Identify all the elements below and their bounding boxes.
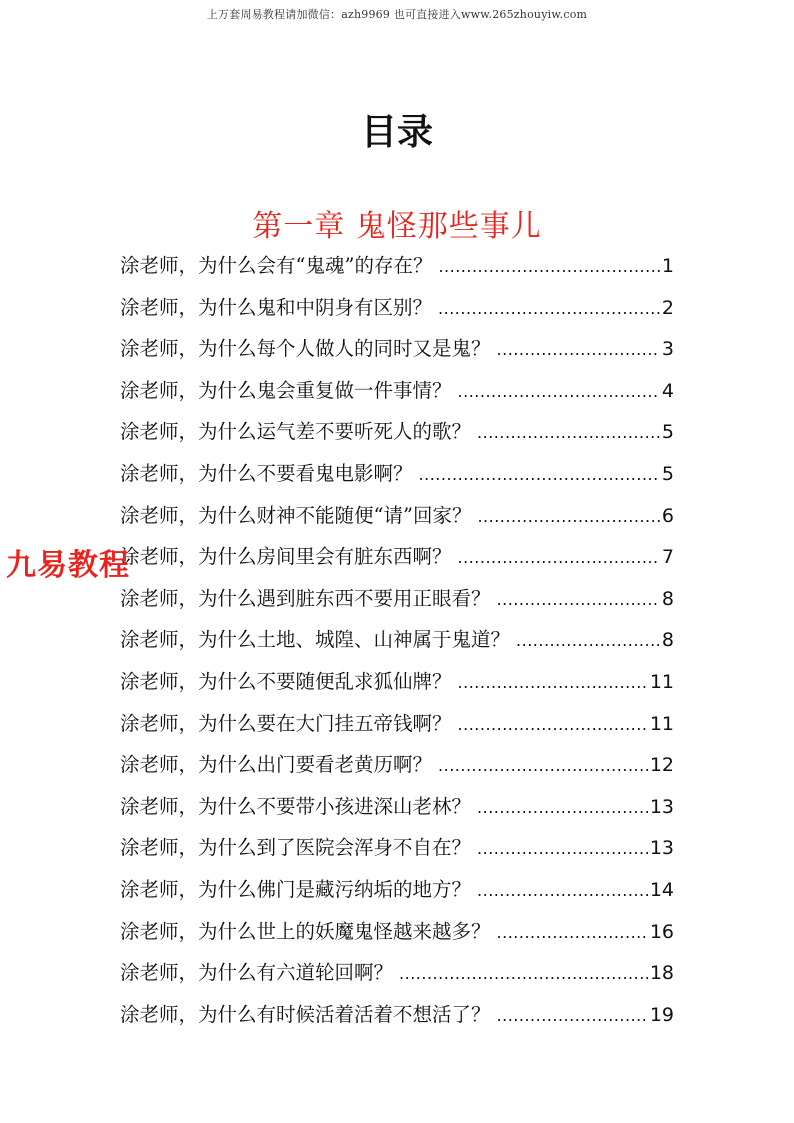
toc-dot-leader (477, 415, 660, 451)
toc-entry[interactable] (120, 664, 674, 706)
toc-entry-title: 涂老师，为什么鬼和中阴身有区别？ (120, 295, 433, 319)
toc-page-number: 8 (661, 587, 674, 610)
toc-entry[interactable] (120, 373, 674, 415)
toc-dot-leader (497, 915, 648, 951)
toc-page-number: 16 (649, 920, 674, 943)
toc-page-number: 3 (661, 338, 674, 361)
toc-page-number: 13 (649, 837, 674, 860)
toc-page-number: 11 (649, 670, 674, 693)
toc-page-number: 14 (649, 878, 674, 901)
toc-page-number: 18 (649, 962, 674, 985)
toc-entry-title: 涂老师，为什么世上的妖魔鬼怪越来越多？ (120, 919, 491, 943)
toc-page-number: 13 (649, 795, 674, 818)
toc-dot-leader (438, 249, 659, 285)
toc-entry[interactable] (120, 331, 674, 373)
toc-entry-title: 涂老师，为什么佛门是藏污纳垢的地方？ (120, 877, 472, 901)
toc-page-number: 6 (661, 504, 674, 527)
toc-entry[interactable] (120, 290, 674, 332)
toc-dot-leader (458, 540, 660, 576)
toc-dot-leader (438, 748, 648, 784)
watermark-logo: 九易教程 (6, 548, 130, 583)
toc-entry[interactable] (120, 789, 674, 831)
toc-dot-leader (438, 291, 660, 327)
toc-entry-title: 涂老师，为什么不要看鬼电影啊？ (120, 461, 413, 485)
toc-entry[interactable] (120, 414, 674, 456)
toc-page-number: 11 (649, 712, 674, 735)
toc-dot-leader (419, 457, 660, 493)
toc-dot-leader (477, 831, 648, 867)
toc-dot-leader (497, 332, 660, 368)
page-title: 目录 (360, 112, 433, 153)
toc-entry-title: 涂老师，为什么运气差不要听死人的歌？ (120, 420, 472, 444)
toc-dot-leader (477, 873, 648, 909)
toc-entry-title: 涂老师，为什么有六道轮回啊？ (120, 961, 394, 985)
toc-entry[interactable] (120, 498, 674, 540)
toc-dot-leader (458, 665, 648, 701)
toc-entry-title: 涂老师，为什么要在大门挂五帝钱啊？ (120, 711, 452, 735)
toc-entry-title: 涂老师，为什么会有“鬼魂”的存在？ (120, 254, 433, 277)
toc-dot-leader (477, 790, 648, 826)
toc-entry-title: 涂老师，为什么出门要看老黄历啊？ (120, 753, 433, 777)
toc-page-number: 1 (661, 255, 674, 277)
toc-page-number: 5 (661, 421, 674, 444)
toc-entry-title: 涂老师，为什么土地、城隍、山神属于鬼道？ (120, 628, 511, 652)
page-header: 上万套周易教程请加微信：azh9969 也可直接进入www.265zhouyiw.com (206, 8, 588, 21)
toc-dot-leader (516, 623, 660, 659)
toc-entry[interactable] (120, 872, 674, 914)
toc-entry[interactable] (120, 581, 674, 623)
toc-entry-title: 涂老师，为什么财神不能随便“请”回家？ (120, 503, 472, 527)
toc-page-number: 7 (661, 546, 674, 569)
toc-entry[interactable] (120, 456, 674, 498)
chapter-heading: 第一章 鬼怪那些事儿 (252, 209, 542, 244)
toc-entry-title: 涂老师，为什么鬼会重复做一件事情？ (120, 378, 452, 402)
toc-entry-title: 涂老师，为什么到了医院会浑身不自在？ (120, 836, 472, 860)
toc-page-number: 19 (649, 1003, 674, 1026)
toc-entry-title: 涂老师，为什么遇到脏东西不要用正眼看？ (120, 586, 491, 610)
toc-dot-leader (458, 374, 660, 410)
toc-entry-title: 涂老师，为什么不要随便乱求狐仙牌？ (120, 669, 452, 693)
toc-entry[interactable] (120, 539, 674, 581)
toc-dot-leader (497, 582, 660, 618)
toc-dot-leader (497, 998, 648, 1034)
toc-page-number: 5 (661, 462, 674, 485)
toc-entry[interactable] (120, 830, 674, 872)
toc-dot-leader (477, 499, 659, 535)
toc-entry[interactable] (120, 622, 674, 664)
table-of-contents (120, 248, 674, 1038)
toc-entry[interactable] (120, 706, 674, 748)
toc-entry-title: 涂老师，为什么不要带小孩进深山老林？ (120, 794, 472, 818)
toc-entry[interactable] (120, 955, 674, 997)
toc-dot-leader (399, 956, 648, 992)
toc-page-number: 4 (661, 379, 674, 402)
toc-page-number: 12 (649, 754, 674, 777)
toc-entry[interactable] (120, 997, 674, 1039)
toc-page-number: 8 (661, 629, 674, 652)
toc-entry-title: 涂老师，为什么每个人做人的同时又是鬼？ (120, 337, 491, 361)
toc-entry-title: 涂老师，为什么房间里会有脏东西啊？ (120, 545, 452, 569)
toc-dot-leader (458, 707, 648, 743)
toc-page-number: 2 (661, 296, 674, 319)
toc-entry[interactable] (120, 248, 674, 290)
toc-entry-title: 涂老师，为什么有时候活着活着不想活了？ (120, 1002, 491, 1026)
toc-entry[interactable] (120, 914, 674, 956)
toc-entry[interactable] (120, 747, 674, 789)
